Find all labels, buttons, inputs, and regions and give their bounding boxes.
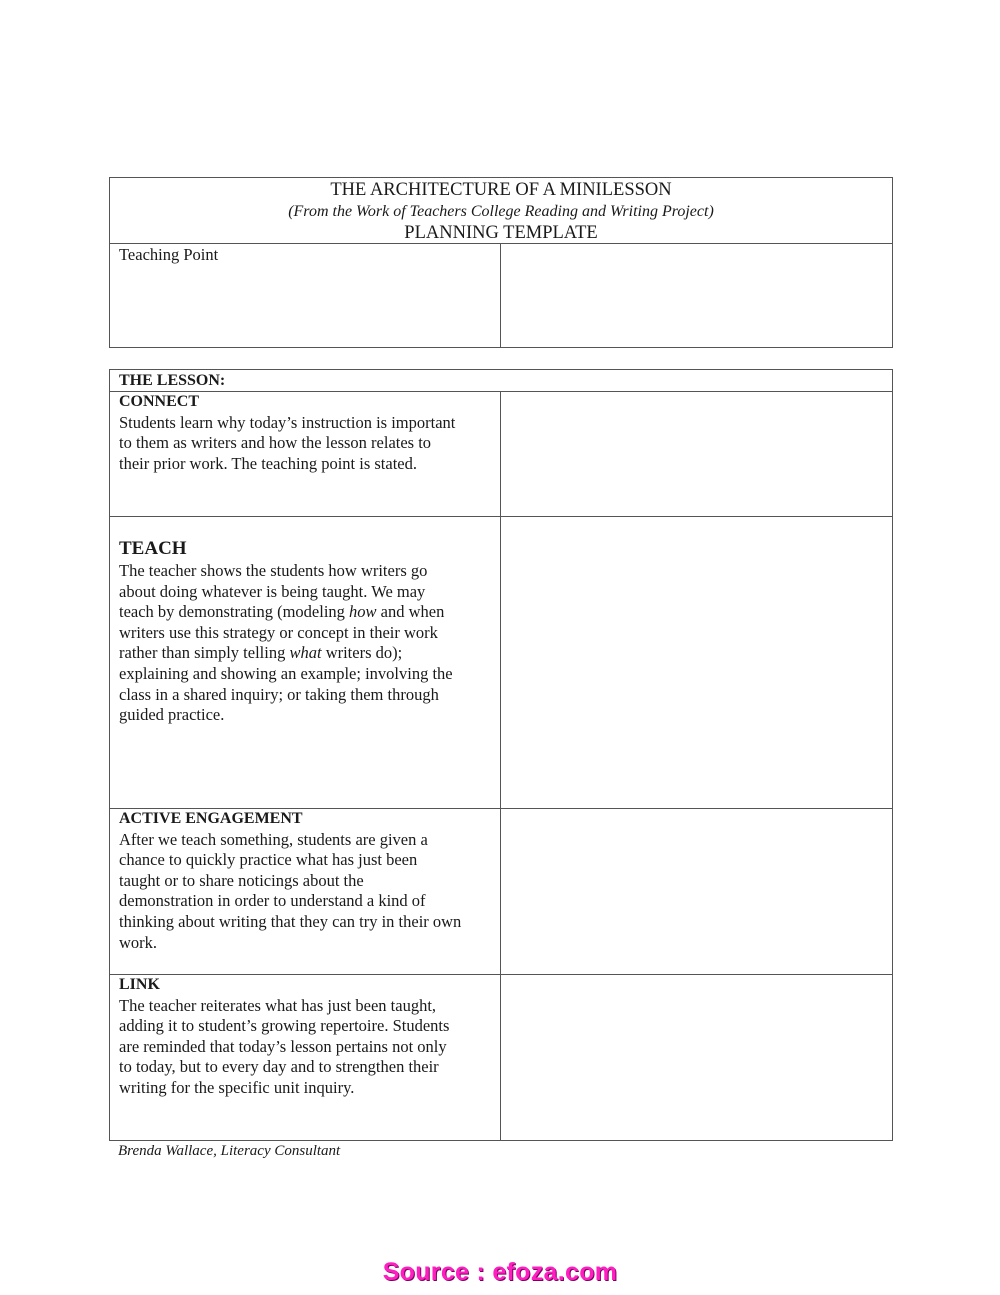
teach-line: The teacher shows the students how writers go — [119, 561, 428, 580]
active-engagement-line: chance to quickly practice what has just been — [119, 850, 418, 870]
lesson-heading: THE LESSON: — [110, 370, 892, 392]
teach-line: guided practice. — [119, 705, 225, 725]
teach-line: explaining and showing an example; involving the — [119, 663, 453, 683]
active-engagement-line: taught or to share noticings about the — [119, 870, 364, 890]
link-line: to today, but to every day and to strengthen their — [119, 1057, 439, 1077]
active-engagement-title: ACTIVE ENGAGEMENT — [119, 810, 303, 827]
document-subtitle: (From the Work of Teachers College Reading and Writing Project) — [288, 203, 714, 220]
active-engagement-row — [110, 809, 892, 975]
teach-line: writers use this strategy or concept in their work — [119, 622, 438, 642]
teach-text: writers do); — [321, 643, 403, 663]
link-line: writing for the specific unit inquiry. — [119, 1077, 355, 1097]
active-engagement-line: work. — [119, 932, 158, 952]
connect-description-cell — [110, 392, 501, 516]
link-description-cell — [110, 975, 501, 1140]
source-watermark: Source : efoza.com — [382, 1258, 618, 1286]
connect-title: CONNECT — [119, 393, 200, 410]
teach-emphasis: what — [289, 643, 322, 663]
header-table — [109, 177, 893, 348]
teach-row — [110, 517, 892, 809]
teach-line — [119, 602, 491, 623]
template-label: PLANNING TEMPLATE — [404, 223, 598, 243]
connect-line: Students learn why today’s instruction is important — [119, 412, 456, 432]
teach-text: teach by demonstrating (modeling — [119, 602, 350, 622]
teach-emphasis: how — [349, 602, 377, 622]
connect-row — [110, 392, 892, 517]
link-line: adding it to student’s growing repertoire. Students — [119, 1016, 450, 1036]
active-engagement-line: thinking about writing that they can try in their own — [119, 911, 462, 931]
link-title: LINK — [119, 976, 160, 993]
teach-line — [119, 643, 491, 664]
link-row — [110, 975, 892, 1140]
teach-title: TEACH — [119, 538, 187, 559]
link-line: The teacher reiterates what has just been taught, — [119, 995, 437, 1015]
lesson-table — [109, 369, 893, 1141]
active-engagement-description-cell — [110, 809, 501, 974]
active-engagement-line: demonstration in order to understand a kind of — [119, 891, 426, 911]
connect-line: their prior work. The teaching point is stated. — [119, 453, 417, 473]
header-title-cell — [110, 178, 892, 244]
teach-description-cell — [110, 517, 501, 808]
connect-line: to them as writers and how the lesson relates to — [119, 433, 432, 453]
teaching-point-cell — [110, 244, 501, 347]
teach-line: class in a shared inquiry; or taking them through — [119, 684, 439, 704]
link-line: are reminded that today’s lesson pertains not only — [119, 1036, 447, 1056]
author-credit: Brenda Wallace, Literacy Consultant — [118, 1143, 341, 1159]
teaching-point-label: Teaching Point — [119, 245, 219, 264]
document-title: THE ARCHITECTURE OF A MINILESSON — [330, 180, 672, 200]
teach-line: about doing whatever is being taught. We may — [119, 581, 426, 601]
teach-text: and when — [376, 602, 445, 622]
active-engagement-line: After we teach something, students are given a — [119, 829, 428, 849]
teach-text: rather than simply telling — [119, 643, 290, 663]
